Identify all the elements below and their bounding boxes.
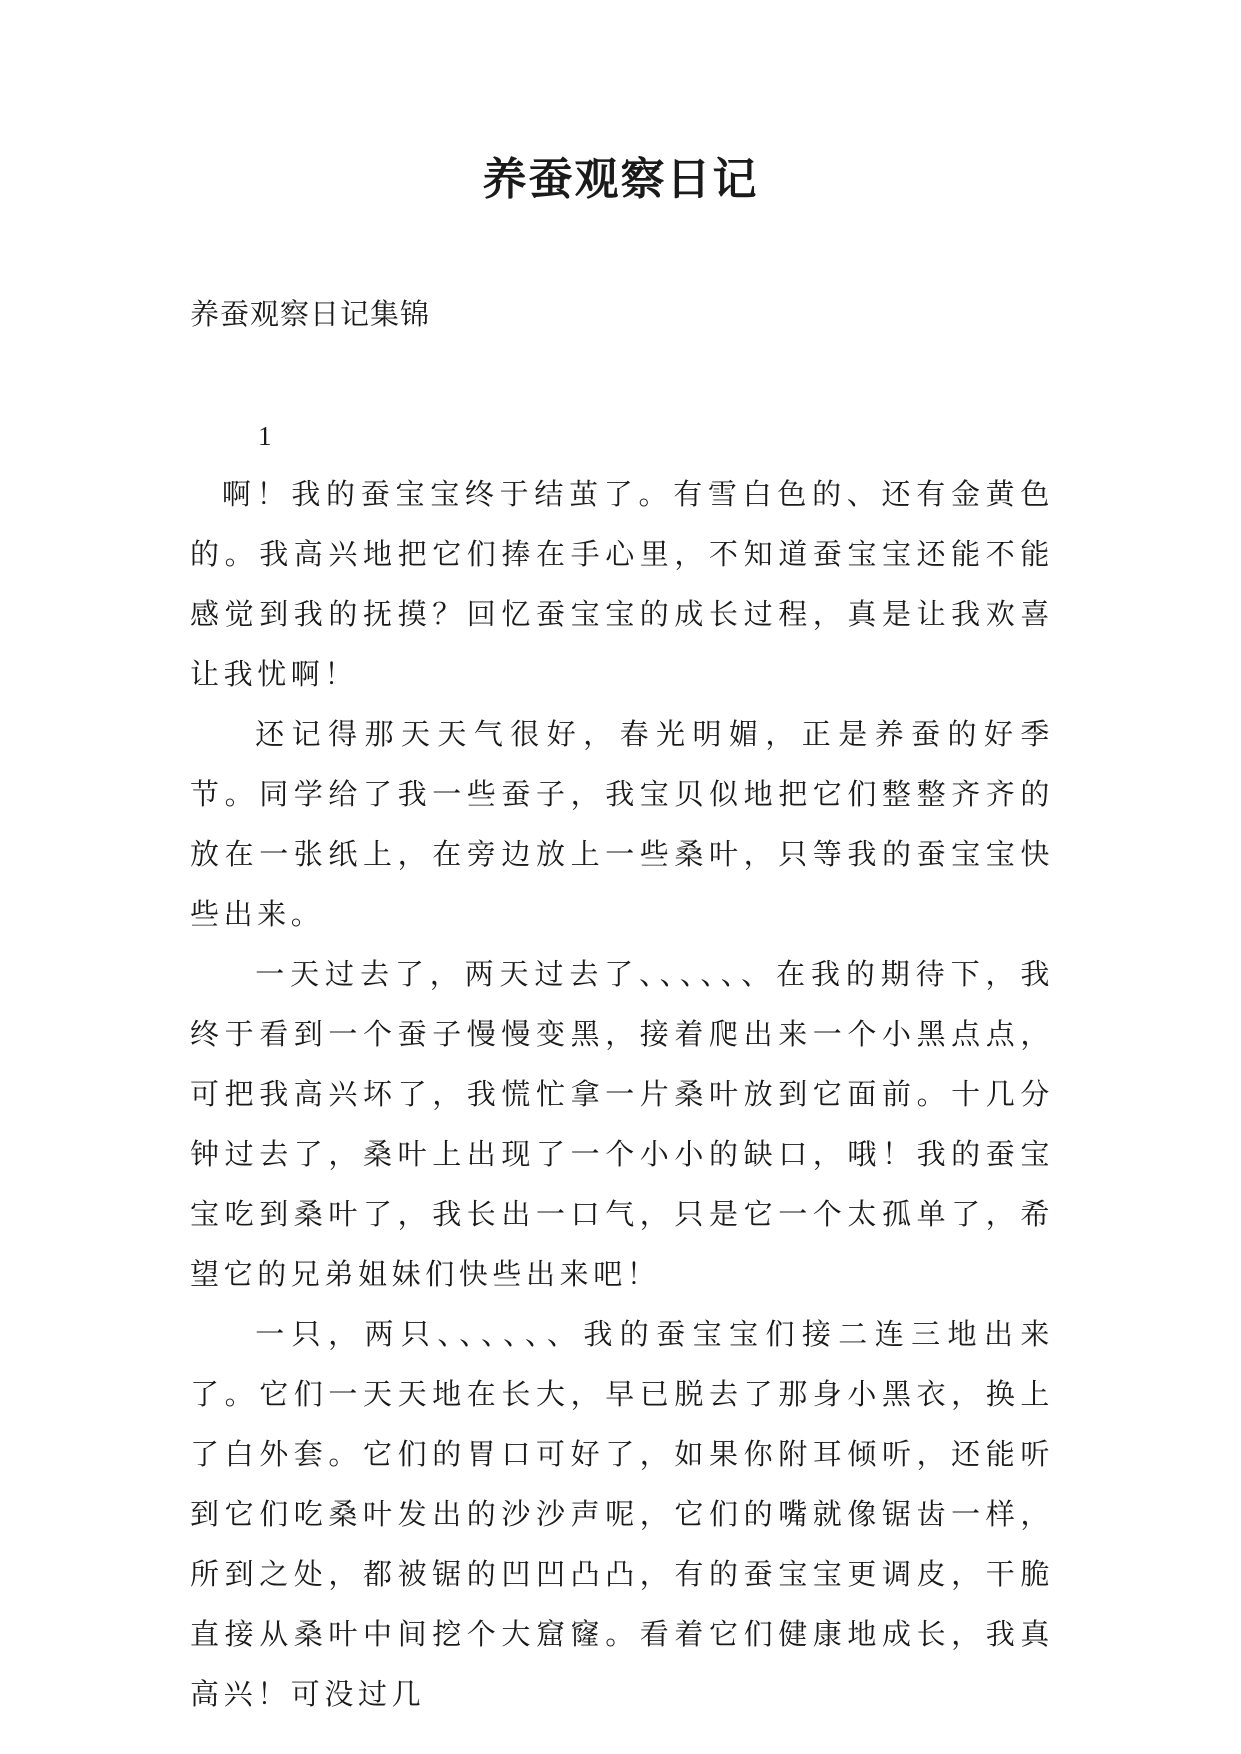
paragraph-3: 一天过去了，两天过去了、、、、、、在我的期待下，我终于看到一个蚕子慢慢变黑，接着爬出来一个小黑点点，可把我高兴坏了，我慌忙拿一片桑叶放到它面前。十几分钟过去了，桑叶上出现了一个小小的缺口，哦！我的蚕宝宝吃到桑叶了，我长出一口气，只是它一个太孤单了，希望它的兄弟姐妹们快些出来吧！ — [190, 957, 1054, 1291]
body-text — [190, 464, 1054, 1724]
paragraph-1: 啊！我的蚕宝宝终于结茧了。有雪白色的、还有金黄色的。我高兴地把它们捧在手心里，不知道蚕宝宝还能不能感觉到我的抚摸？回忆蚕宝宝的成长过程，真是让我欢喜让我忧啊！ — [190, 477, 1054, 691]
paragraph-4: 一只，两只、、、、、、我的蚕宝宝们接二连三地出来了。它们一天天地在长大，早已脱去了那身小黑衣，换上了白外套。它们的胃口可好了，如果你附耳倾听，还能听到它们吃桑叶发出的沙沙声呢，它们的嘴就像锯齿一样，所到之处，都被锯的凹凹凸凸，有的蚕宝宝更调皮，干脆直接从桑叶中间挖个大窟窿。看着它们健康地成长，我真高兴！可没过几 — [190, 1317, 1054, 1711]
section-number: 1 — [258, 421, 272, 451]
document-title: 养蚕观察日记 — [482, 154, 759, 205]
document-subtitle: 养蚕观察日记集锦 — [190, 297, 431, 331]
paragraph-2: 还记得那天天气很好，春光明媚，正是养蚕的好季节。同学给了我一些蚕子，我宝贝似地把它们整整齐齐的放在一张纸上，在旁边放上一些桑叶，只等我的蚕宝宝快些出来。 — [190, 717, 1054, 931]
